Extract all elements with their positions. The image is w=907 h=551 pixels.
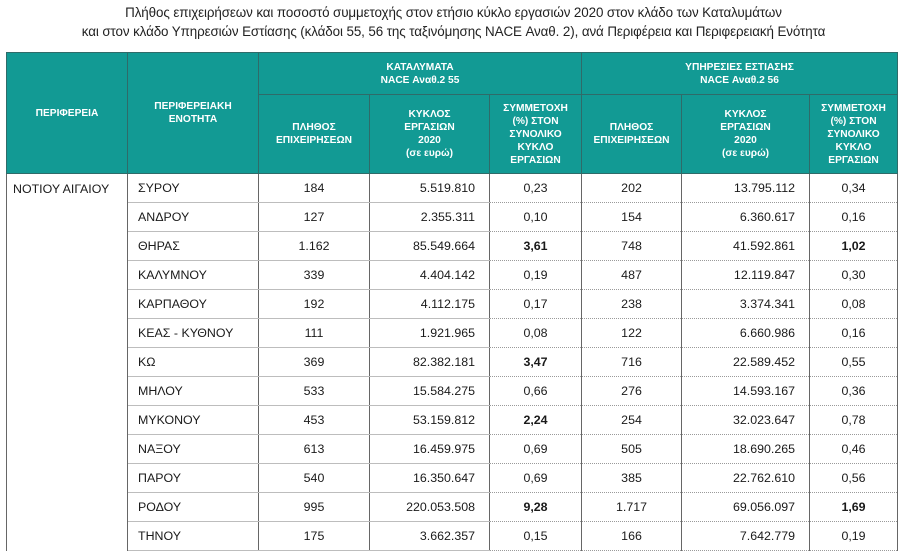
header-acc-count: ΠΛΗΘΟΣ ΕΠΙΧΕΙΡΗΣΕΩΝ — [259, 95, 370, 174]
food-share-cell: 0,46 — [810, 435, 898, 464]
header-group-accommodation: ΚΑΤΑΛΥΜΑΤΑ NACE Αναθ.2 55 — [259, 53, 582, 95]
regional-unit-cell: ΠΑΡΟΥ — [128, 464, 259, 493]
food-share-cell: 1,69 — [810, 493, 898, 522]
header-food-share: ΣΥΜΜΕΤΟΧΗ (%) ΣΤΟΝ ΣΥΝΟΛΙΚΟ ΚΥΚΛΟ ΕΡΓΑΣΙΩΝ — [810, 95, 898, 174]
table-row — [7, 319, 898, 348]
table-row — [7, 493, 898, 522]
food-count-cell: 1.717 — [582, 493, 682, 522]
food-share-cell: 0,16 — [810, 319, 898, 348]
food-turnover-cell: 6.660.986 — [682, 319, 810, 348]
food-share-cell: 0,16 — [810, 203, 898, 232]
acc-count-cell: 533 — [259, 377, 370, 406]
acc-count-cell: 995 — [259, 493, 370, 522]
table-row — [7, 377, 898, 406]
food-count-cell: 505 — [582, 435, 682, 464]
header-acc-turnover: ΚΥΚΛΟΣ ΕΡΓΑΣΙΩΝ 2020 (σε ευρώ) — [370, 95, 490, 174]
food-turnover-cell: 22.762.610 — [682, 464, 810, 493]
acc-share-cell: 0,17 — [490, 290, 582, 319]
food-share-cell: 0,08 — [810, 290, 898, 319]
food-turnover-cell: 41.592.861 — [682, 232, 810, 261]
food-count-cell: 276 — [582, 377, 682, 406]
header-food-turnover: ΚΥΚΛΟΣ ΕΡΓΑΣΙΩΝ 2020 (σε ευρώ) — [682, 95, 810, 174]
header-group-food-services: ΥΠΗΡΕΣΙΕΣ ΕΣΤΙΑΣΗΣ NACE Αναθ.2 56 — [582, 53, 898, 95]
acc-turnover-cell: 5.519.810 — [370, 174, 490, 203]
acc-turnover-cell: 53.159.812 — [370, 406, 490, 435]
statistics-table — [6, 52, 898, 551]
acc-share-cell: 0,15 — [490, 522, 582, 551]
food-share-cell: 0,55 — [810, 348, 898, 377]
food-count-cell: 166 — [582, 522, 682, 551]
food-turnover-cell: 7.642.779 — [682, 522, 810, 551]
acc-count-cell: 369 — [259, 348, 370, 377]
table-row — [7, 203, 898, 232]
acc-turnover-cell: 16.350.647 — [370, 464, 490, 493]
region-cell: ΝΟΤΙΟΥ ΑΙΓΑΙΟΥ — [7, 174, 128, 551]
food-share-cell: 0,19 — [810, 522, 898, 551]
header-regional-unit: ΠΕΡΙΦΕΡΕΙΑΚΗ ΕΝΟΤΗΤΑ — [128, 53, 259, 174]
acc-count-cell: 175 — [259, 522, 370, 551]
food-share-cell: 0,30 — [810, 261, 898, 290]
acc-count-cell: 192 — [259, 290, 370, 319]
acc-turnover-cell: 4.112.175 — [370, 290, 490, 319]
regional-unit-cell: ΚΕΑΣ - ΚΥΘΝΟΥ — [128, 319, 259, 348]
regional-unit-cell: ΝΑΞΟΥ — [128, 435, 259, 464]
food-share-cell: 0,56 — [810, 464, 898, 493]
food-share-cell: 0,36 — [810, 377, 898, 406]
food-count-cell: 254 — [582, 406, 682, 435]
title-line-1: Πλήθος επιχειρήσεων και ποσοστό συμμετοχής στον ετήσιο κύκλο εργασιών 2020 στον κλάδο των Καταλυμάτων — [125, 5, 782, 20]
table-row — [7, 348, 898, 377]
acc-turnover-cell: 15.584.275 — [370, 377, 490, 406]
food-turnover-cell: 14.593.167 — [682, 377, 810, 406]
food-count-cell: 487 — [582, 261, 682, 290]
regional-unit-cell: ΚΑΡΠΑΘΟΥ — [128, 290, 259, 319]
title-line-2: και στον κλάδο Υπηρεσιών Εστίασης (κλάδοι 55, 56 της ταξινόμησης NACE Αναθ. 2), ανά Περιφέρεια και Περιφερειακή Ενότητα — [81, 24, 826, 39]
food-share-cell: 0,78 — [810, 406, 898, 435]
acc-share-cell: 0,69 — [490, 435, 582, 464]
header-acc-share: ΣΥΜΜΕΤΟΧΗ (%) ΣΤΟΝ ΣΥΝΟΛΙΚΟ ΚΥΚΛΟ ΕΡΓΑΣΙΩΝ — [490, 95, 582, 174]
acc-turnover-cell: 220.053.508 — [370, 493, 490, 522]
table-row — [7, 522, 898, 551]
table-row — [7, 435, 898, 464]
food-share-cell: 0,34 — [810, 174, 898, 203]
acc-turnover-cell: 85.549.664 — [370, 232, 490, 261]
acc-count-cell: 453 — [259, 406, 370, 435]
acc-turnover-cell: 82.382.181 — [370, 348, 490, 377]
acc-share-cell: 0,08 — [490, 319, 582, 348]
table-row — [7, 406, 898, 435]
food-turnover-cell: 13.795.112 — [682, 174, 810, 203]
food-share-cell: 1,02 — [810, 232, 898, 261]
food-count-cell: 716 — [582, 348, 682, 377]
food-count-cell: 748 — [582, 232, 682, 261]
regional-unit-cell: ΣΥΡΟΥ — [128, 174, 259, 203]
acc-share-cell: 3,61 — [490, 232, 582, 261]
table-row — [7, 464, 898, 493]
acc-turnover-cell: 2.355.311 — [370, 203, 490, 232]
regional-unit-cell: ΚΩ — [128, 348, 259, 377]
header-region: ΠΕΡΙΦΕΡΕΙΑ — [7, 53, 128, 174]
table-row — [7, 174, 898, 203]
acc-turnover-cell: 1.921.965 — [370, 319, 490, 348]
regional-unit-cell: ΘΗΡΑΣ — [128, 232, 259, 261]
table-row — [7, 232, 898, 261]
table-header — [7, 53, 898, 174]
food-count-cell: 122 — [582, 319, 682, 348]
regional-unit-cell: ΜΥΚΟΝΟΥ — [128, 406, 259, 435]
food-turnover-cell: 69.056.097 — [682, 493, 810, 522]
acc-count-cell: 111 — [259, 319, 370, 348]
header-food-count: ΠΛΗΘΟΣ ΕΠΙΧΕΙΡΗΣΕΩΝ — [582, 95, 682, 174]
food-count-cell: 238 — [582, 290, 682, 319]
table-row — [7, 261, 898, 290]
food-turnover-cell: 18.690.265 — [682, 435, 810, 464]
acc-count-cell: 540 — [259, 464, 370, 493]
regional-unit-cell: ΤΗΝΟΥ — [128, 522, 259, 551]
food-turnover-cell: 6.360.617 — [682, 203, 810, 232]
food-turnover-cell: 12.119.847 — [682, 261, 810, 290]
acc-share-cell: 0,10 — [490, 203, 582, 232]
acc-count-cell: 127 — [259, 203, 370, 232]
table-body — [7, 174, 898, 551]
acc-turnover-cell: 3.662.357 — [370, 522, 490, 551]
food-count-cell: 385 — [582, 464, 682, 493]
food-turnover-cell: 3.374.341 — [682, 290, 810, 319]
acc-share-cell: 2,24 — [490, 406, 582, 435]
acc-share-cell: 0,19 — [490, 261, 582, 290]
regional-unit-cell: ΡΟΔΟΥ — [128, 493, 259, 522]
acc-count-cell: 339 — [259, 261, 370, 290]
acc-share-cell: 3,47 — [490, 348, 582, 377]
regional-unit-cell: ΜΗΛΟΥ — [128, 377, 259, 406]
acc-turnover-cell: 4.404.142 — [370, 261, 490, 290]
food-count-cell: 154 — [582, 203, 682, 232]
acc-share-cell: 0,69 — [490, 464, 582, 493]
regional-unit-cell: ΑΝΔΡΟΥ — [128, 203, 259, 232]
acc-share-cell: 9,28 — [490, 493, 582, 522]
acc-share-cell: 0,66 — [490, 377, 582, 406]
regional-unit-cell: ΚΑΛΥΜΝΟΥ — [128, 261, 259, 290]
acc-share-cell: 0,23 — [490, 174, 582, 203]
acc-count-cell: 184 — [259, 174, 370, 203]
acc-count-cell: 613 — [259, 435, 370, 464]
table-title — [0, 3, 907, 41]
table-row — [7, 290, 898, 319]
food-count-cell: 202 — [582, 174, 682, 203]
acc-turnover-cell: 16.459.975 — [370, 435, 490, 464]
food-turnover-cell: 32.023.647 — [682, 406, 810, 435]
acc-count-cell: 1.162 — [259, 232, 370, 261]
food-turnover-cell: 22.589.452 — [682, 348, 810, 377]
